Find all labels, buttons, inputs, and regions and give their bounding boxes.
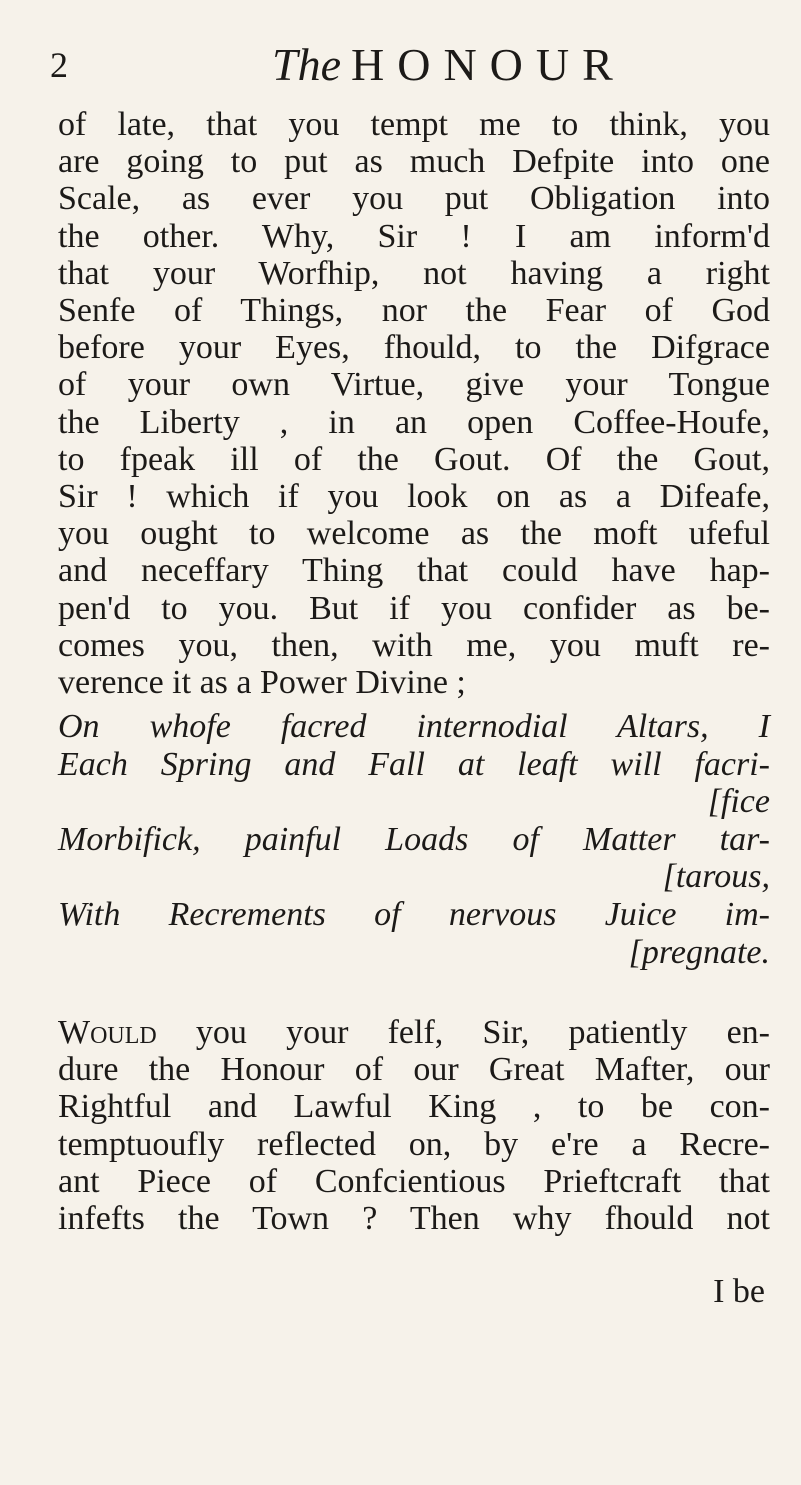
verse-turnover: [pregnate. (628, 933, 770, 971)
text-line: Rightful and Lawful King , to be con- (58, 1088, 770, 1126)
text-line: of your own Virtue, give your Tongue (58, 366, 770, 404)
text-line: the other. Why, Sir ! I am inform'd (58, 217, 770, 255)
text-line: Scale, as ever you put Obligation into (58, 180, 770, 218)
first-line-rest: you your felf, Sir, patiently en- (156, 1014, 770, 1051)
text-line: dure the Honour of our Great Mafter, our (58, 1051, 770, 1089)
text-line: pen'd to you. But if you confider as be- (58, 589, 770, 627)
opening-word (58, 1014, 157, 1051)
verse-line: On whofe facred internodial Altars, I (58, 708, 770, 745)
page-header (50, 38, 770, 98)
text-line: ant Piece of Confcientious Prieftcraft that (58, 1162, 770, 1200)
verse-turnover: [tarous, (662, 858, 770, 896)
catchword: I be (713, 1273, 765, 1310)
running-head-title: HONOUR (351, 39, 626, 90)
verse-line: With Recrements of nervous Juice im- (58, 895, 770, 933)
text-line: Senfe of Things, nor the Fear of God (58, 292, 770, 330)
running-head (272, 38, 626, 91)
opening-smallcaps: ould (90, 1014, 157, 1051)
verse-turnover: [fice (707, 783, 770, 821)
text-line: Sir ! which if you look on as a Difeafe, (58, 478, 770, 516)
running-head-the: The (272, 39, 341, 90)
text-line: are going to put as much Defpite into one (58, 143, 770, 181)
verse-line: Each Spring and Fall at leaft will facri- (58, 745, 770, 783)
text-line: you ought to welcome as the moft ufeful (58, 515, 770, 553)
text-line: of late, that you tempt me to think, you (58, 106, 770, 143)
opening-capital: W (58, 1014, 91, 1051)
page-number: 2 (50, 45, 68, 85)
text-line: comes you, then, with me, you muft re- (58, 626, 770, 664)
text-line: and neceffary Thing that could have hap- (58, 552, 770, 590)
verse-line: Morbifick, painful Loads of Matter tar- (58, 820, 770, 858)
text-line: that your Worfhip, not having a right (58, 254, 770, 292)
verse-quotation (58, 708, 770, 971)
paragraph-1 (58, 106, 770, 701)
text-line: verence it as a Power Divine ; (58, 664, 466, 702)
text-line: before your Eyes, fhould, to the Difgrace (58, 329, 770, 367)
text-line: temptuoufly reflected on, by e're a Recre- (58, 1125, 770, 1163)
text-line: to fpeak ill of the Gout. Of the Gout, (58, 440, 770, 478)
paragraph-2 (58, 1014, 770, 1237)
text-line: the Liberty , in an open Coffee-Houfe, (58, 403, 770, 441)
text-line: infefts the Town ? Then why fhould not (58, 1200, 770, 1238)
text-line (58, 1014, 770, 1051)
